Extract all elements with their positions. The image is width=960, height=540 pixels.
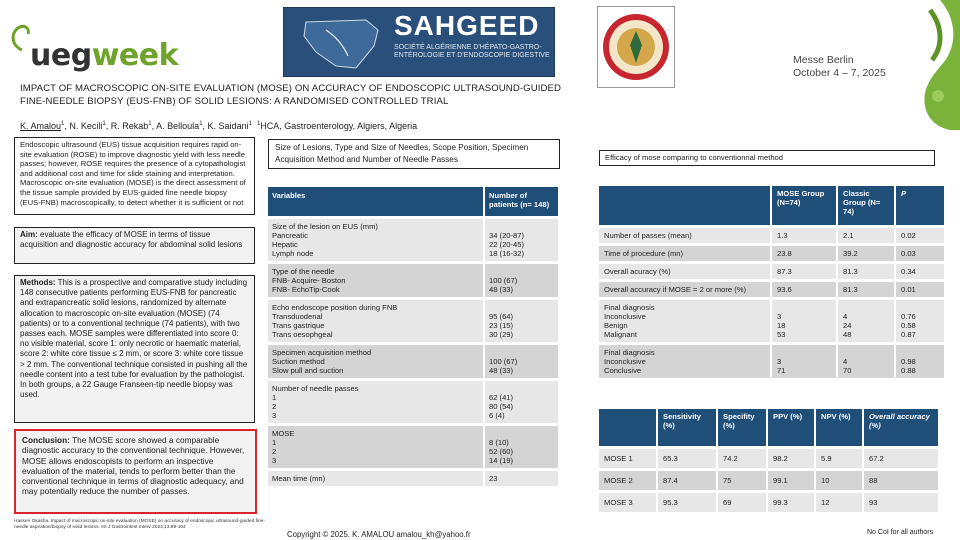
table-cell: 75 (717, 469, 767, 491)
row-label: MOSE (272, 428, 295, 438)
methods-lead: Methods: (20, 278, 56, 287)
table-cell: 4 24 48 (837, 298, 895, 343)
table-cell: Overall accuracy if MOSE = 2 or more (%) (599, 280, 771, 298)
table-cell: 1.3 (771, 226, 837, 244)
efficacy-table-caption: Efficacy of mose comparing to conventionnal method (599, 150, 935, 166)
table-cell: 65.3 (657, 447, 717, 469)
aim-lead: Aim: (20, 230, 38, 239)
row-label: Size of the lesion on EUS (mm) (272, 221, 378, 231)
table-cell: 3 71 (771, 343, 837, 378)
table-row (268, 217, 559, 262)
table-cell: 81.3 (837, 280, 895, 298)
table-cell: 93.6 (771, 280, 837, 298)
row-items: FNB- Acquire- Boston FNB- EchoTip-Cook (272, 275, 346, 294)
author-1: K. Amalou (20, 121, 62, 131)
table-row (599, 226, 945, 244)
conclusion-text: The MOSE score showed a comparable diagnostic accuracy to the conventional technique. However, MOSE allows endoscopists to perform an inspective evaluation of the material, tends to perform better than the conventional technique in terms of diagnostic adequacy, and may potentially reduce the number of passes. (22, 435, 245, 497)
row-label: Mean time (mn) (272, 473, 326, 483)
table-header-row (599, 409, 939, 447)
event-location: Messe Berlin (793, 54, 854, 66)
aim-box (14, 227, 255, 264)
table-cell: 62 (41) 80 (54) 6 (4) (484, 379, 559, 424)
column-header: Overall accuracy (%) (863, 409, 939, 447)
table-cell: 3 18 53 (771, 298, 837, 343)
introduction-box (14, 137, 255, 215)
table-cell: 0.98 0.88 (895, 343, 945, 378)
patients-table-caption: Size of Lesions, Type and Size of Needles, Scope Position, Specimen Acquisition Method and Number of Needle Passes (268, 139, 560, 169)
table-cell: 4 70 (837, 343, 895, 378)
column-header: PPV (%) (767, 409, 815, 447)
table-cell (268, 298, 484, 343)
efficacy-table (599, 186, 946, 378)
table-cell: 88 (863, 469, 939, 491)
table-row (599, 244, 945, 262)
affiliation: HCA, Gastroenterology, Algiers, Algeria (260, 121, 418, 131)
table-cell: 0.76 0.58 0.87 (895, 298, 945, 343)
aim-text: evaluate the efficacy of MOSE in terms of tissue acquisition and diagnostic accuracy for abdominal solid lesions (20, 230, 243, 249)
table-row (599, 469, 939, 491)
accuracy-table (599, 409, 940, 512)
table-cell: 93 (863, 491, 939, 512)
table-row (268, 424, 559, 469)
table-cell: 74.2 (717, 447, 767, 469)
table-cell: 87.4 (657, 469, 717, 491)
column-header: MOSE Group (N=74) (771, 186, 837, 226)
row-label: Specimen acquisition method (272, 347, 372, 357)
author-5: K. Saidani (207, 121, 249, 131)
table-cell: 95.3 (657, 491, 717, 512)
column-header: NPV (%) (815, 409, 863, 447)
table-cell: 39.2 (837, 244, 895, 262)
table-row (599, 491, 939, 512)
table-cell: Number of passes (mean) (599, 226, 771, 244)
table-cell: 5.9 (815, 447, 863, 469)
column-header: Sensitivity (%) (657, 409, 717, 447)
row-label: Type of the needle (272, 266, 335, 276)
table-cell: 23 (484, 469, 559, 486)
table-cell: 98.2 (767, 447, 815, 469)
column-header: Variables (268, 187, 484, 217)
table-cell: 87.3 (771, 262, 837, 280)
table-cell: 12 (815, 491, 863, 512)
table-cell: MOSE 2 (599, 469, 657, 491)
table-row (268, 298, 559, 343)
table-row (268, 262, 559, 298)
author-2: N. Kecili (69, 121, 103, 131)
event-info (793, 54, 886, 80)
table-cell: 10 (815, 469, 863, 491)
table-row (268, 379, 559, 424)
table-row (599, 280, 945, 298)
sahgeed-logo (283, 7, 555, 77)
sahgeed-subtitle: SOCIÉTÉ ALGÉRIENNE D'HÉPATO-GASTRO-ENTÉROLOGIE ET D'ENDOSCOPIE DIGESTIVE (394, 44, 550, 59)
table-cell: Final diagnosis Inconclusive Conclusive (599, 343, 771, 378)
table-cell: 81.3 (837, 262, 895, 280)
table-row (599, 343, 945, 378)
algeria-map-icon (296, 16, 386, 72)
row-items: Pancreatic Hepatic Lymph node (272, 230, 314, 258)
column-header: P (895, 186, 945, 226)
table-row (268, 469, 559, 486)
table-cell: 69 (717, 491, 767, 512)
seal-emblem-icon (598, 7, 674, 87)
methods-box (14, 275, 255, 423)
table-cell: Overall acuracy (%) (599, 262, 771, 280)
table-cell (268, 469, 484, 486)
row-items: 1 2 3 (272, 392, 277, 420)
society-seal (597, 6, 675, 88)
logo-week-text: week (91, 38, 179, 73)
table-cell: 99.3 (767, 491, 815, 512)
table-cell (268, 424, 484, 469)
table-cell: 99.1 (767, 469, 815, 491)
author-4: A. Belloula (156, 121, 200, 131)
table-cell (268, 262, 484, 298)
row-label: Echo endoscope position during FNB (272, 302, 398, 312)
sahgeed-name: SAHGEED (394, 10, 540, 41)
row-items: Transduodenal Trans gastrique Trans oesophgeal (272, 311, 333, 339)
table-cell: 0.34 (895, 262, 945, 280)
conclusion-lead: Conclusion: (22, 435, 70, 445)
ueg-decorative-art-icon (880, 0, 960, 130)
event-dates: October 4 – 7, 2025 (793, 67, 886, 79)
table-cell (268, 379, 484, 424)
logo-ueg-text: ueg (30, 38, 92, 73)
table-cell: MOSE 1 (599, 447, 657, 469)
table-cell (268, 217, 484, 262)
author-line: K. Amalou$^1$, N. Kecili$^1$, R. Rekab$^1$, A. Belloula$^1$, K. Saidani$^1$ $^1$HCA, Gastroenterology, Algiers, Algeria (20, 121, 418, 131)
introduction-text: Endoscopic ultrasound (EUS) tissue acquisition requires rapid on-site evaluation (ROSE) to improve diagnostic yield with less needle passes; however, ROSE requires the presence of a cytopathologist and additional cost and time for slide staining and interpretation. Macroscopic on-site evaluation (MOSE) is the direct assessment of the tissue sample provided by EUS-guided fine needle biopsy (EUS-FNB) macroscopically, to detect whether it is sufficient or not (20, 140, 246, 207)
table-cell: Final diagnosis Inconclusive Benign Malignant (599, 298, 771, 343)
reference-note: Hassen Okasha. Impact of macroscopic on-site evaluation (MOSE) on accuracy of endoscopic ultrasound-guided fine-needle aspiration/biopsy of solid lesions. Int J Gastrointest Interv 2024;13:99-104 (14, 519, 265, 530)
column-header (599, 409, 657, 447)
table-row (599, 262, 945, 280)
table-cell: 8 (10) 52 (60) 14 (19) (484, 424, 559, 469)
methods-text: This is a prospective and comparative study including 148 consecutive patients performing EUS-FNB for pancreatic and extrapancreatic solid lesions, randomized by alternate allocation to macroscopic on-site evaluation (MOSE) (74 patients) or to a conventional technique (74 patients), with two passes each. MOSE samples were differentiated into score 0: no visible material, score 1: only necrotic or haematic material, score 2: white core tissue ≤ 2 mm, or score 3: white core tissue > 2 mm. The conventional technique consisted in pushing all the needle content into a test tube for evaluation by the pathologist. In both groups, a 22 Gauge Franseen-tip needle biopsy was used. (20, 278, 248, 400)
table-header-row (599, 186, 945, 226)
table-cell: 0.02 (895, 226, 945, 244)
table-cell: 2.1 (837, 226, 895, 244)
table-row (268, 343, 559, 379)
table-cell: 0.01 (895, 280, 945, 298)
table-header-row (268, 187, 559, 217)
patients-table (268, 187, 560, 486)
table-cell: 34 (20-87) 22 (20-45) 18 (16-32) (484, 217, 559, 262)
table-cell: 23.8 (771, 244, 837, 262)
table-cell: 100 (67) 48 (33) (484, 343, 559, 379)
row-items: Suction method Slow pull and suction (272, 356, 344, 375)
conclusion-box (14, 429, 257, 514)
row-label: Number of needle passes (272, 383, 359, 393)
row-items: 1 2 3 (272, 437, 277, 465)
ueg-week-logo (30, 38, 178, 73)
table-cell (268, 343, 484, 379)
table-row (599, 298, 945, 343)
table-cell: Time of procedure (mn) (599, 244, 771, 262)
author-3: R. Rekab (110, 121, 149, 131)
column-header: Specifity (%) (717, 409, 767, 447)
poster-title: IMPACT OF MACROSCOPIC ON-SITE EVALUATION (MOSE) ON ACCURACY OF ENDOSCOPIC ULTRASOUND-GUIDED FINE-NEEDLE BIOPSY (EUS-FNB) OF SOLID LESIONS: A RANDOMISED CONTROLLED TRIAL (20, 83, 562, 107)
table-cell: 67.2 (863, 447, 939, 469)
table-cell: 100 (67) 48 (33) (484, 262, 559, 298)
copyright-line: Copyright © 2025. K. AMALOU amalou_kh@yahoo.fr (287, 530, 471, 539)
table-cell: 0.03 (895, 244, 945, 262)
table-row (599, 447, 939, 469)
column-header: Classic Group (N= 74) (837, 186, 895, 226)
column-header: Number of patients (n= 148) (484, 187, 559, 217)
table-cell: MOSE 3 (599, 491, 657, 512)
coi-statement: No CoI for all authors (867, 529, 934, 536)
column-header (599, 186, 771, 226)
table-cell: 95 (64) 23 (15) 30 (29) (484, 298, 559, 343)
